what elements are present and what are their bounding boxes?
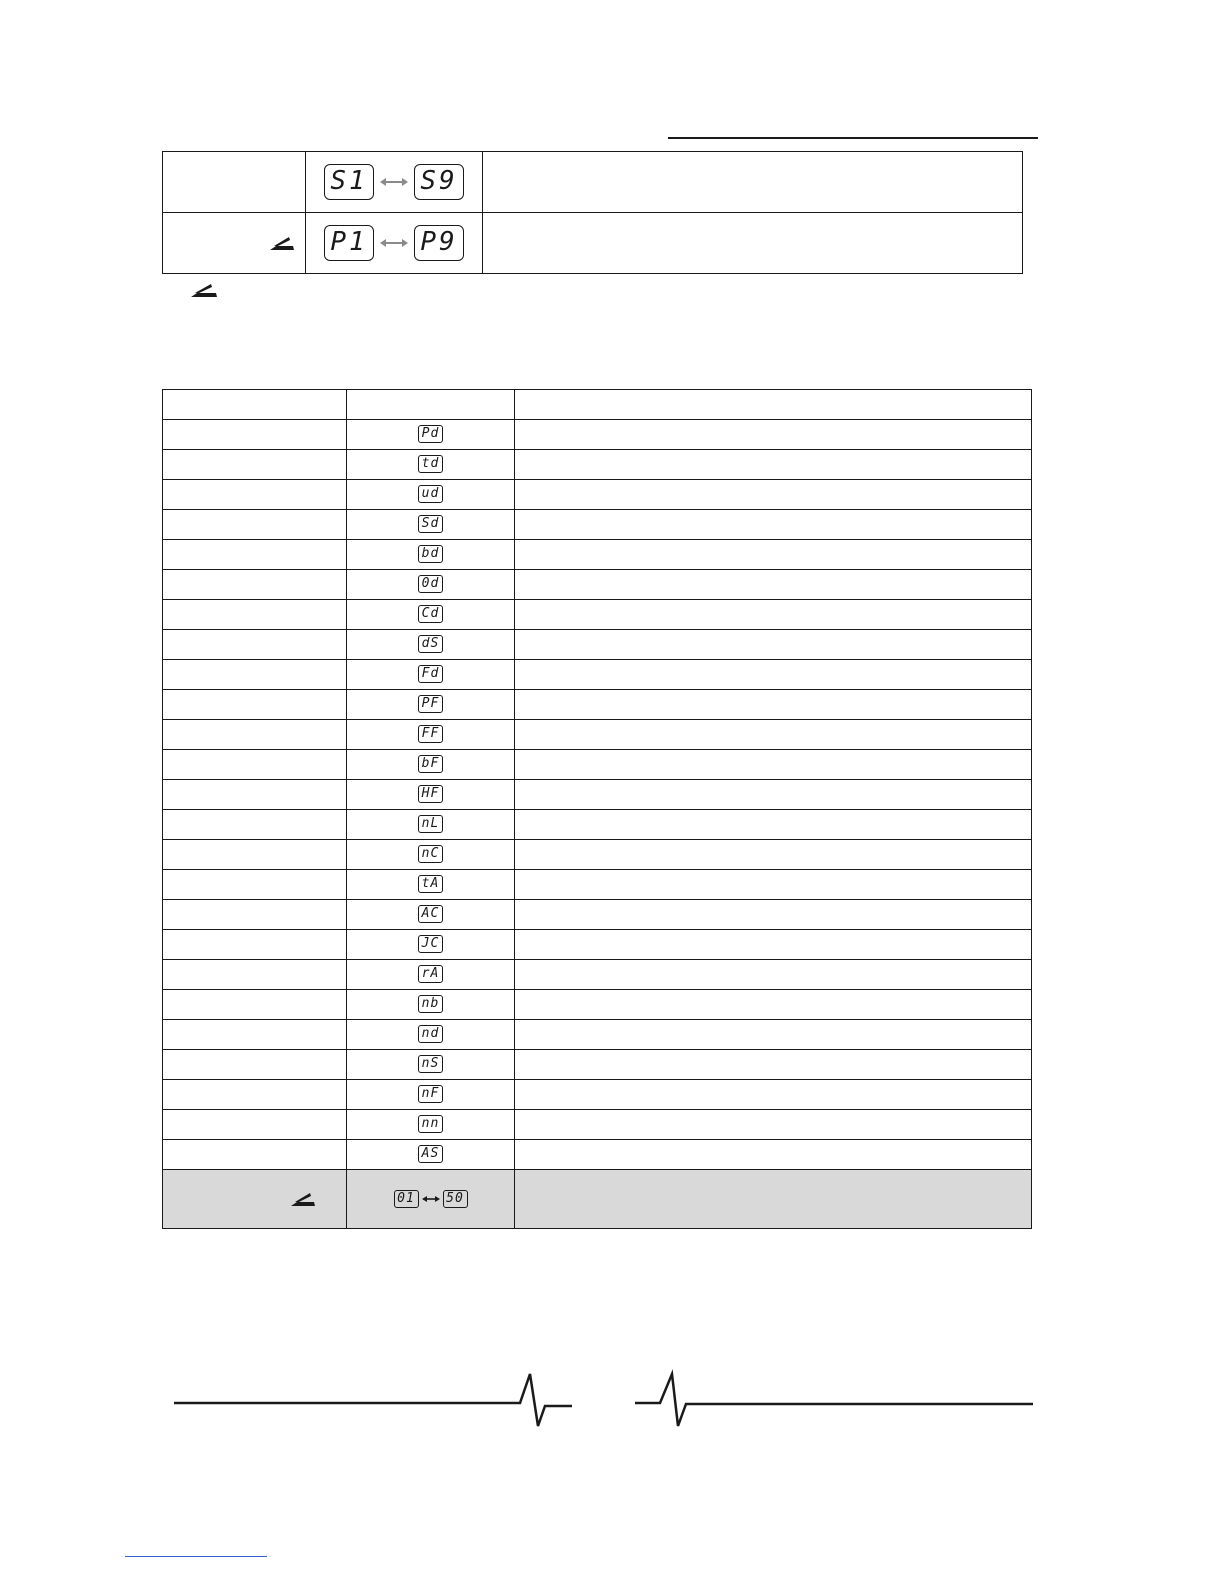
segment-display: nL [418,815,443,833]
preset-row-p-description [483,213,1023,274]
preset-row-p-label [163,213,306,274]
effect-name-cell [163,630,347,660]
effect-name-cell [163,840,347,870]
preset-row-s [163,152,1023,213]
header-rule [668,137,1038,139]
effect-description-cell [515,600,1032,630]
table-row [163,780,1032,810]
effect-code-cell [347,780,515,810]
effect-description-cell [515,1050,1032,1080]
effect-description-cell [515,480,1032,510]
effect-code-cell [347,840,515,870]
segment-display: dS [418,635,443,653]
table-row [163,450,1032,480]
segment-display: tA [418,875,443,893]
effect-name-cell [163,960,347,990]
segment-display: Fd [418,665,443,683]
table-row [163,1080,1032,1110]
table-row [163,870,1032,900]
effect-description-cell [515,810,1032,840]
effect-name-cell [163,1050,347,1080]
double-arrow-icon [422,1194,440,1204]
double-arrow-icon [380,237,408,249]
segment-display: JC [418,935,443,953]
pedal-icon [290,1191,316,1207]
effect-code-cell [347,420,515,450]
preset-row-s-description [483,152,1023,213]
segment-display: S1 [324,164,374,200]
effect-name-cell [163,1080,347,1110]
pedal-icon [269,235,295,251]
effect-code-cell [347,1050,515,1080]
effect-code-cell [347,960,515,990]
table-row [163,420,1032,450]
table-row [163,960,1032,990]
effect-name-cell [163,600,347,630]
table-row [163,1050,1032,1080]
segment-display: bF [418,755,443,773]
effect-description-cell [515,1170,1032,1229]
pedal-icon [190,282,218,298]
effect-name-cell [163,690,347,720]
segment-display: Pd [418,425,443,443]
effect-code-cell [347,750,515,780]
header-cell [515,390,1032,420]
effect-description-cell [515,660,1032,690]
effect-description-cell [515,570,1032,600]
effect-name-cell [163,420,347,450]
table-row [163,930,1032,960]
table-row [163,690,1032,720]
effect-description-cell [515,540,1032,570]
segment-display: nS [418,1055,443,1073]
effect-name-cell [163,720,347,750]
effect-code-cell [347,810,515,840]
effect-description-cell [515,1080,1032,1110]
segment-display: nC [418,845,443,863]
preset-row-s-label [163,152,306,213]
effect-description-cell [515,690,1032,720]
segment-display: 01 [394,1190,419,1208]
segment-display: S9 [414,164,464,200]
effect-name-cell [163,990,347,1020]
table-row [163,480,1032,510]
effect-name-cell [163,660,347,690]
effect-name-cell [163,930,347,960]
effect-name-cell [163,540,347,570]
effect-description-cell [515,630,1032,660]
segment-display: PF [418,695,443,713]
effect-code-cell [347,630,515,660]
effect-code-cell [347,870,515,900]
table-row [163,570,1032,600]
effect-name-cell [163,1140,347,1170]
preset-row-s-range [306,152,483,213]
preset-row-p-range [306,213,483,274]
effect-code-cell [347,1110,515,1140]
effect-description-cell [515,510,1032,540]
segment-display: nd [418,1025,443,1043]
segment-display: rA [418,965,443,983]
segment-display: bd [418,545,443,563]
effect-description-cell [515,960,1032,990]
footer-link-underline[interactable] [125,1556,267,1557]
table-row [163,720,1032,750]
table-row [163,810,1032,840]
effect-description-cell [515,780,1032,810]
effect-code-cell [347,1140,515,1170]
effect-name-cell [163,480,347,510]
segment-display: nF [418,1085,443,1103]
effect-code-cell [347,660,515,690]
segment-display: AS [418,1145,443,1163]
preset-table [162,151,1023,274]
effect-description-cell [515,1110,1032,1140]
effect-code-cell [347,930,515,960]
table-row [163,510,1032,540]
table-row [163,660,1032,690]
effect-code-cell [347,990,515,1020]
effect-name-cell [163,780,347,810]
table-header-row [163,390,1032,420]
double-arrow-icon [380,176,408,188]
effect-description-cell [515,840,1032,870]
effect-code-cell [347,690,515,720]
segment-display: 0d [418,575,443,593]
segment-display: td [418,455,443,473]
effect-code-cell [347,1080,515,1110]
segment-display: P9 [414,225,464,261]
segment-display: FF [418,725,443,743]
table-row [163,840,1032,870]
segment-display: Cd [418,605,443,623]
effect-description-cell [515,450,1032,480]
header-cell [163,390,347,420]
effect-description-cell [515,1140,1032,1170]
table-row [163,1110,1032,1140]
effect-name-cell [163,510,347,540]
table-row-expression [163,1170,1032,1229]
effect-description-cell [515,420,1032,450]
effect-name-cell [163,1170,347,1229]
effect-name-cell [163,570,347,600]
effect-code-cell [347,1020,515,1050]
effect-name-cell [163,450,347,480]
segment-display: HF [418,785,443,803]
effect-code-cell [347,480,515,510]
effect-code-cell [347,540,515,570]
table-row [163,990,1032,1020]
effect-code-cell [347,570,515,600]
effect-code-cell [347,600,515,630]
segment-display: Sd [418,515,443,533]
effect-code-cell [347,510,515,540]
effect-description-cell [515,990,1032,1020]
table-row [163,630,1032,660]
effect-code-cell [347,1170,515,1229]
footer-pulse-line [170,1366,1040,1432]
header-cell [347,390,515,420]
effect-description-cell [515,900,1032,930]
segment-display: 50 [443,1190,468,1208]
effect-description-cell [515,870,1032,900]
table-row [163,1020,1032,1050]
effect-name-cell [163,1020,347,1050]
effect-description-cell [515,930,1032,960]
effect-name-cell [163,810,347,840]
preset-row-p [163,213,1023,274]
segment-display: P1 [324,225,374,261]
table-row [163,900,1032,930]
table-row [163,1140,1032,1170]
table-row [163,600,1032,630]
segment-display: nb [418,995,443,1013]
segment-display: nn [418,1115,443,1133]
effect-description-cell [515,1020,1032,1050]
effect-name-cell [163,750,347,780]
effect-name-cell [163,900,347,930]
effect-code-cell [347,450,515,480]
effect-code-cell [347,900,515,930]
effect-description-cell [515,720,1032,750]
effect-code-cell [347,720,515,750]
table-row [163,750,1032,780]
table-row [163,540,1032,570]
effect-description-cell [515,750,1032,780]
effect-name-cell [163,870,347,900]
segment-display: ud [418,485,443,503]
effect-name-cell [163,1110,347,1140]
segment-display: AC [418,905,443,923]
effects-table [162,389,1032,1229]
